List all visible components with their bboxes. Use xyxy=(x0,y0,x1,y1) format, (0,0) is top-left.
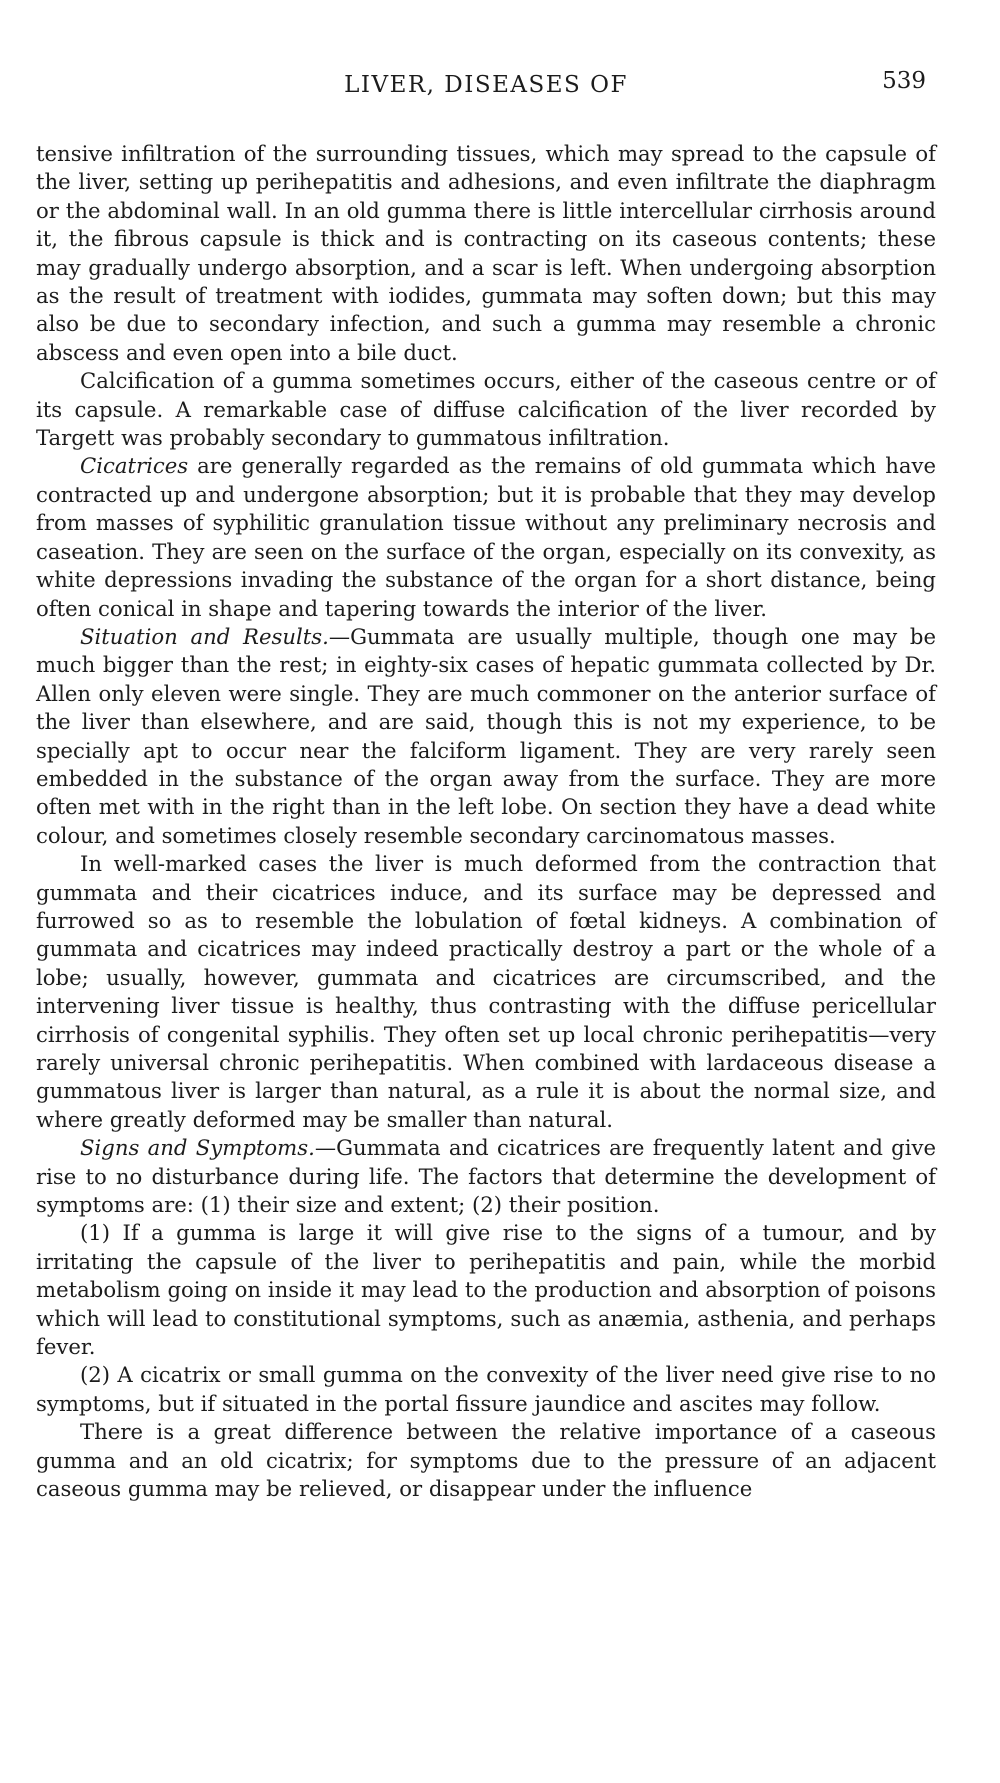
paragraph-text: (2) A cicatrix or small gumma on the convexity of the liver need give rise to no symptoms, but if situated in the portal fissure jaundice and ascites may follow. xyxy=(36,1362,936,1416)
running-head: LIVER, DISEASES OF xyxy=(344,72,628,98)
body-text xyxy=(36,140,936,1504)
page-number: 539 xyxy=(882,68,926,94)
paragraph-lead-italic: Signs and Symptoms. xyxy=(80,1135,315,1161)
paragraph-text: —Gummata and cicatrices are frequently latent and give rise to no disturbance during life. The factors that determine the development of symptoms are: (1) their size and extent; (2) their position. xyxy=(36,1135,937,1218)
paragraph-lead-italic: Cicatrices xyxy=(80,453,189,479)
paragraph-relative-importance xyxy=(36,1418,936,1503)
paragraph-text: Calcification of a gumma sometimes occurs, either of the caseous centre or of its capsule. A remarkable case of diffuse calcification of the liver recorded by Targett was probably secondary to gummatous infiltration. xyxy=(36,368,936,451)
paragraph-point-two xyxy=(36,1361,936,1418)
paragraph-text: In well-marked cases the liver is much deformed from the contraction that gummata and their cicatrices induce, and its surface may be depressed and furrowed so as to resemble the lobulation of fœtal kidneys. A combination of gummata and cicatrices may indeed practically destroy a part or the whole of a lobe; usually, however, gummata and cicatrices are circumscribed, and the intervening liver tissue is healthy, thus contrasting with the diffuse pericellular cirrhosis of congenital syphilis. They often set up local chronic perihepatitis—very rarely universal chronic perihepatitis. When combined with lardaceous disease a gummatous liver is larger than natural, as a rule it is about the normal size, and where greatly deformed may be smaller than natural. xyxy=(36,851,936,1132)
paragraph-continuation xyxy=(36,140,936,367)
paragraph-text: tensive infiltration of the surrounding tissues, which may spread to the capsule of the liver, setting up perihepatitis and adhesions, and even infiltrate the diaphragm or the abdominal wall. In an old gumma there is little intercellular cirrhosis around it, the fibrous capsule is thick and is contracting on its caseous contents; these may gradually undergo absorption, and a scar is left. When undergoing absorption as the result of treatment with iodides, gummata may soften down; but this may also be due to secondary infection, and such a gumma may resemble a chronic abscess and even open into a bile duct. xyxy=(36,141,936,365)
paragraph-cicatrices xyxy=(36,452,936,622)
paragraph-situation-results xyxy=(36,623,936,850)
paragraph-well-marked-cases xyxy=(36,850,936,1134)
paragraph-calcification xyxy=(36,367,936,452)
paragraph-signs-symptoms xyxy=(36,1134,936,1219)
paragraph-point-one xyxy=(36,1219,936,1361)
paragraph-lead-italic: Situation and Results. xyxy=(80,623,329,649)
paragraph-text: (1) If a gumma is large it will give rise to the signs of a tumour, and by irritating the capsule of the liver to perihepatitis and pain, while the morbid metabolism going on inside it may lead to the production and absorption of poisons which will lead to constitutional symptoms, such as anæmia, asthenia, and perhaps fever. xyxy=(36,1220,936,1360)
paragraph-text: —Gummata are usually multiple, though one may be much bigger than the rest; in eighty-six cases of hepatic gummata collected by Dr. Allen only eleven were single. They are much commoner on the anterior surface of the liver than elsewhere, and are said, though this is not my experience, to be specially apt to occur near the falciform ligament. They are very rarely seen embedded in the substance of the organ away from the surface. They are more often met with in the right than in the left lobe. On section they have a dead white colour, and sometimes closely resemble secondary carcinomatous masses. xyxy=(36,623,936,848)
page-header xyxy=(36,66,936,104)
paragraph-text: There is a great difference between the relative importance of a caseous gumma and an old cicatrix; for symptoms due to the pressure of an adjacent caseous gumma may be relieved, or disappear under the influence xyxy=(36,1419,936,1502)
paragraph-text: are generally regarded as the remains of old gummata which have contracted up and undergone absorption; but it is probable that they may develop from masses of syphilitic granulation tissue without any preliminary necrosis and caseation. They are seen on the surface of the organ, especially on its convexity, as white depressions invading the substance of the organ for a short distance, being often conical in shape and tapering towards the interior of the liver. xyxy=(36,453,936,621)
